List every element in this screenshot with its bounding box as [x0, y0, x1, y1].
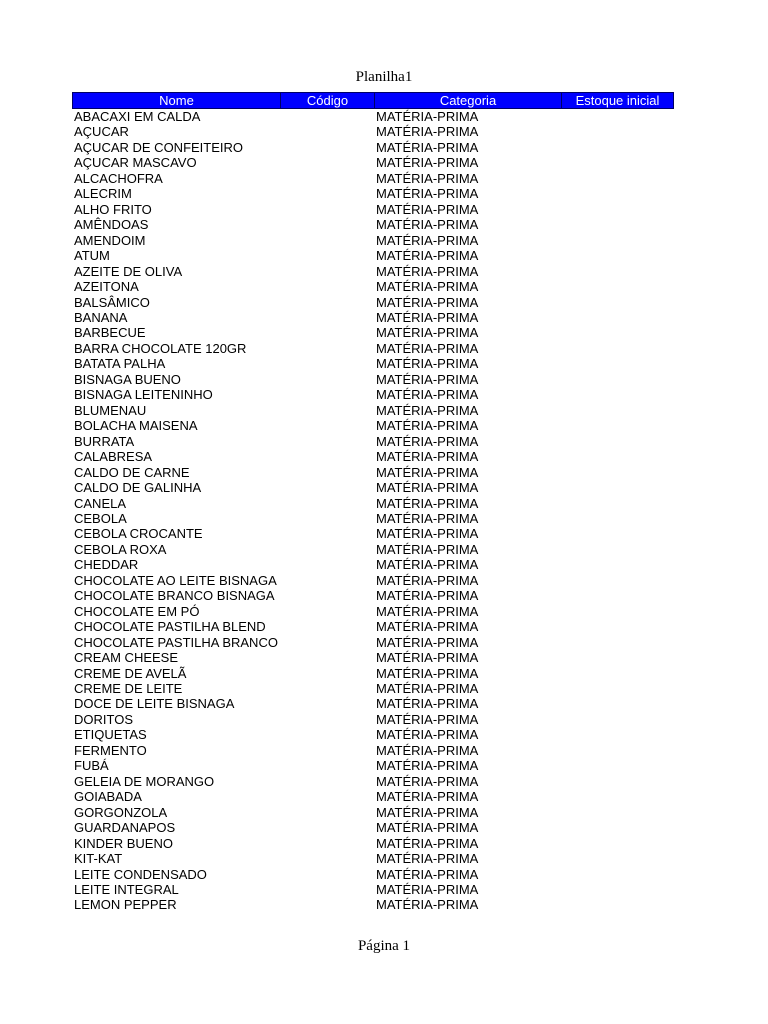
cell-category: MATÉRIA-PRIMA: [376, 603, 479, 619]
cell-name: CANELA: [74, 495, 127, 511]
cell-stock: [561, 712, 674, 727]
cell-stock: [561, 774, 674, 789]
cell-stock: [561, 341, 674, 356]
cell-stock: [561, 310, 674, 325]
cell-name: LEITE CONDENSADO: [74, 866, 207, 882]
table-row: [72, 851, 674, 866]
cell-name: CREME DE LEITE: [74, 681, 183, 697]
cell-name: AÇUCAR DE CONFEITEIRO: [74, 139, 244, 155]
cell-category: MATÉRIA-PRIMA: [376, 124, 479, 140]
cell-category: MATÉRIA-PRIMA: [376, 510, 479, 526]
table-row: [72, 696, 674, 711]
table-row: [72, 124, 674, 139]
cell-code: [280, 124, 374, 139]
table-row: [72, 279, 674, 294]
cell-code: [280, 897, 374, 912]
cell-stock: [561, 789, 674, 804]
cell-category: MATÉRIA-PRIMA: [376, 665, 479, 681]
cell-stock: [561, 372, 674, 387]
cell-category: MATÉRIA-PRIMA: [376, 371, 479, 387]
cell-code: [280, 310, 374, 325]
cell-stock: [561, 186, 674, 201]
cell-category: MATÉRIA-PRIMA: [376, 480, 479, 496]
cell-name: AMENDOIM: [74, 232, 146, 248]
cell-code: [280, 434, 374, 449]
cell-code: [280, 635, 374, 650]
cell-stock: [561, 202, 674, 217]
table-row: [72, 186, 674, 201]
cell-name: GELEIA DE MORANGO: [74, 773, 215, 789]
cell-code: [280, 820, 374, 835]
cell-stock: [561, 403, 674, 418]
cell-category: MATÉRIA-PRIMA: [376, 897, 479, 913]
cell-stock: [561, 681, 674, 696]
cell-stock: [561, 217, 674, 232]
cell-category: MATÉRIA-PRIMA: [376, 325, 479, 341]
cell-stock: [561, 820, 674, 835]
cell-code: [280, 496, 374, 511]
cell-category: MATÉRIA-PRIMA: [376, 681, 479, 697]
cell-name: BLUMENAU: [74, 402, 147, 418]
cell-name: CHOCOLATE PASTILHA BLEND: [74, 619, 266, 635]
cell-category: MATÉRIA-PRIMA: [376, 727, 479, 743]
cell-code: [280, 387, 374, 402]
cell-stock: [561, 264, 674, 279]
cell-code: [280, 542, 374, 557]
cell-category: MATÉRIA-PRIMA: [376, 449, 479, 465]
cell-name: GORGONZOLA: [74, 804, 168, 820]
table-row: [72, 465, 674, 480]
cell-name: BALSÂMICO: [74, 294, 150, 310]
cell-name: ATUM: [74, 248, 110, 264]
cell-code: [280, 696, 374, 711]
table-row: [72, 480, 674, 495]
cell-name: FERMENTO: [74, 742, 147, 758]
cell-code: [280, 789, 374, 804]
cell-category: MATÉRIA-PRIMA: [376, 758, 479, 774]
cell-category: MATÉRIA-PRIMA: [376, 340, 479, 356]
cell-stock: [561, 897, 674, 912]
cell-code: [280, 403, 374, 418]
sheet-title: Planilha1: [355, 69, 413, 85]
table-row: [72, 372, 674, 387]
cell-name: CALDO DE GALINHA: [74, 480, 202, 496]
cell-name: CHEDDAR: [74, 557, 139, 573]
cell-stock: [561, 171, 674, 186]
page-footer: Página 1: [357, 938, 411, 954]
cell-code: [280, 155, 374, 170]
cell-name: LEMON PEPPER: [74, 897, 177, 913]
cell-category: MATÉRIA-PRIMA: [376, 711, 479, 727]
cell-name: BARBECUE: [74, 325, 146, 341]
table-row: [72, 418, 674, 433]
cell-name: CHOCOLATE EM PÓ: [74, 603, 200, 619]
cell-name: CHOCOLATE BRANCO BISNAGA: [74, 588, 275, 604]
cell-stock: [561, 387, 674, 402]
cell-stock: [561, 279, 674, 294]
cell-category: MATÉRIA-PRIMA: [376, 742, 479, 758]
table-row: [72, 681, 674, 696]
cell-stock: [561, 573, 674, 588]
cell-category: MATÉRIA-PRIMA: [376, 851, 479, 867]
table-row: [72, 356, 674, 371]
cell-code: [280, 805, 374, 820]
table-row: [72, 449, 674, 464]
cell-stock: [561, 233, 674, 248]
cell-category: MATÉRIA-PRIMA: [376, 495, 479, 511]
cell-stock: [561, 526, 674, 541]
cell-category: MATÉRIA-PRIMA: [376, 541, 479, 557]
cell-code: [280, 418, 374, 433]
cell-category: MATÉRIA-PRIMA: [376, 572, 479, 588]
cell-stock: [561, 758, 674, 773]
cell-code: [280, 758, 374, 773]
cell-name: BATATA PALHA: [74, 356, 166, 372]
cell-name: ALHO FRITO: [74, 201, 152, 217]
table-row: [72, 526, 674, 541]
cell-name: BURRATA: [74, 433, 135, 449]
cell-name: GOIABADA: [74, 789, 142, 805]
table-header: [72, 92, 674, 109]
cell-category: MATÉRIA-PRIMA: [376, 804, 479, 820]
cell-name: ABACAXI EM CALDA: [74, 109, 201, 124]
cell-name: AÇUCAR MASCAVO: [74, 155, 197, 171]
cell-category: MATÉRIA-PRIMA: [376, 696, 479, 712]
cell-code: [280, 217, 374, 232]
cell-code: [280, 619, 374, 634]
cell-category: MATÉRIA-PRIMA: [376, 294, 479, 310]
cell-stock: [561, 666, 674, 681]
table-row: [72, 109, 674, 124]
table-row: [72, 820, 674, 835]
cell-stock: [561, 882, 674, 897]
cell-category: MATÉRIA-PRIMA: [376, 820, 479, 836]
cell-stock: [561, 248, 674, 263]
table-row: [72, 836, 674, 851]
cell-stock: [561, 155, 674, 170]
cell-category: MATÉRIA-PRIMA: [376, 263, 479, 279]
cell-name: LEITE INTEGRAL: [74, 882, 179, 897]
cell-code: [280, 325, 374, 340]
cell-code: [280, 851, 374, 866]
cell-category: MATÉRIA-PRIMA: [376, 650, 479, 666]
cell-code: [280, 573, 374, 588]
table-row: [72, 727, 674, 742]
cell-code: [280, 650, 374, 665]
table-row: [72, 650, 674, 665]
cell-name: KINDER BUENO: [74, 835, 173, 851]
table-row: [72, 264, 674, 279]
cell-code: [280, 264, 374, 279]
cell-stock: [561, 727, 674, 742]
cell-code: [280, 356, 374, 371]
cell-category: MATÉRIA-PRIMA: [376, 170, 479, 186]
cell-category: MATÉRIA-PRIMA: [376, 526, 479, 542]
table-row: [72, 573, 674, 588]
cell-code: [280, 526, 374, 541]
table-row: [72, 867, 674, 882]
cell-category: MATÉRIA-PRIMA: [376, 248, 479, 264]
cell-name: AÇUCAR: [74, 124, 129, 140]
table-row: [72, 233, 674, 248]
cell-category: MATÉRIA-PRIMA: [376, 773, 479, 789]
cell-name: ETIQUETAS: [74, 727, 147, 743]
table-row: [72, 248, 674, 263]
cell-name: CEBOLA: [74, 510, 127, 526]
cell-name: AZEITE DE OLIVA: [74, 263, 183, 279]
cell-name: FUBÁ: [74, 758, 109, 774]
cell-name: CREAM CHEESE: [74, 650, 179, 666]
cell-category: MATÉRIA-PRIMA: [376, 232, 479, 248]
cell-code: [280, 140, 374, 155]
table-row: [72, 604, 674, 619]
cell-name: BARRA CHOCOLATE 120GR: [74, 340, 247, 356]
table-row: [72, 743, 674, 758]
cell-code: [280, 882, 374, 897]
cell-stock: [561, 295, 674, 310]
cell-stock: [561, 480, 674, 495]
cell-stock: [561, 511, 674, 526]
cell-stock: [561, 356, 674, 371]
table-row: [72, 496, 674, 511]
table-body: [72, 109, 674, 915]
cell-code: [280, 295, 374, 310]
table-row: [72, 387, 674, 402]
cell-name: CEBOLA CROCANTE: [74, 526, 203, 542]
table-row: [72, 712, 674, 727]
cell-code: [280, 666, 374, 681]
cell-code: [280, 202, 374, 217]
cell-name: BISNAGA BUENO: [74, 371, 181, 387]
table-row: [72, 805, 674, 820]
cell-stock: [561, 140, 674, 155]
cell-code: [280, 557, 374, 572]
cell-name: BOLACHA MAISENA: [74, 418, 198, 434]
cell-category: MATÉRIA-PRIMA: [376, 387, 479, 403]
cell-code: [280, 372, 374, 387]
cell-stock: [561, 635, 674, 650]
cell-code: [280, 727, 374, 742]
cell-stock: [561, 604, 674, 619]
table-row: [72, 882, 674, 897]
cell-name: CHOCOLATE AO LEITE BISNAGA: [74, 572, 277, 588]
cell-stock: [561, 743, 674, 758]
cell-stock: [561, 867, 674, 882]
cell-code: [280, 588, 374, 603]
cell-category: MATÉRIA-PRIMA: [376, 464, 479, 480]
table-row: [72, 403, 674, 418]
cell-category: MATÉRIA-PRIMA: [376, 155, 479, 171]
column-header-name: Nome: [73, 93, 281, 108]
cell-stock: [561, 542, 674, 557]
cell-name: KIT-KAT: [74, 851, 123, 867]
cell-category: MATÉRIA-PRIMA: [376, 433, 479, 449]
cell-name: AMÊNDOAS: [74, 217, 149, 233]
cell-name: DORITOS: [74, 711, 133, 727]
cell-code: [280, 279, 374, 294]
cell-code: [280, 465, 374, 480]
cell-name: CHOCOLATE PASTILHA BRANCO: [74, 634, 278, 650]
cell-stock: [561, 109, 674, 124]
cell-code: [280, 480, 374, 495]
cell-category: MATÉRIA-PRIMA: [376, 279, 479, 295]
table-row: [72, 758, 674, 773]
cell-category: MATÉRIA-PRIMA: [376, 789, 479, 805]
table-row: [72, 295, 674, 310]
table-row: [72, 341, 674, 356]
table-row: [72, 140, 674, 155]
cell-code: [280, 511, 374, 526]
cell-category: MATÉRIA-PRIMA: [376, 634, 479, 650]
cell-category: MATÉRIA-PRIMA: [376, 882, 479, 897]
cell-code: [280, 712, 374, 727]
table-row: [72, 434, 674, 449]
table-row: [72, 325, 674, 340]
column-header-category: Categoria: [375, 93, 562, 108]
cell-name: ALECRIM: [74, 186, 132, 202]
cell-stock: [561, 449, 674, 464]
cell-name: DOCE DE LEITE BISNAGA: [74, 696, 235, 712]
cell-name: BISNAGA LEITENINHO: [74, 387, 213, 403]
cell-code: [280, 171, 374, 186]
cell-category: MATÉRIA-PRIMA: [376, 356, 479, 372]
table-row: [72, 511, 674, 526]
cell-code: [280, 743, 374, 758]
cell-stock: [561, 434, 674, 449]
cell-category: MATÉRIA-PRIMA: [376, 186, 479, 202]
cell-category: MATÉRIA-PRIMA: [376, 866, 479, 882]
cell-stock: [561, 805, 674, 820]
table-row: [72, 202, 674, 217]
table-row: [72, 635, 674, 650]
cell-name: BANANA: [74, 309, 128, 325]
cell-category: MATÉRIA-PRIMA: [376, 309, 479, 325]
cell-category: MATÉRIA-PRIMA: [376, 109, 479, 124]
cell-stock: [561, 496, 674, 511]
cell-code: [280, 867, 374, 882]
cell-code: [280, 681, 374, 696]
cell-category: MATÉRIA-PRIMA: [376, 588, 479, 604]
cell-stock: [561, 588, 674, 603]
cell-category: MATÉRIA-PRIMA: [376, 402, 479, 418]
cell-category: MATÉRIA-PRIMA: [376, 418, 479, 434]
cell-stock: [561, 124, 674, 139]
table-row: [72, 155, 674, 170]
cell-stock: [561, 418, 674, 433]
table-row: [72, 619, 674, 634]
cell-code: [280, 836, 374, 851]
cell-name: CREME DE AVELÃ: [74, 665, 187, 681]
cell-stock: [561, 557, 674, 572]
cell-name: CALABRESA: [74, 449, 153, 465]
cell-code: [280, 449, 374, 464]
cell-name: CEBOLA ROXA: [74, 541, 167, 557]
table-row: [72, 310, 674, 325]
cell-stock: [561, 851, 674, 866]
table-row: [72, 171, 674, 186]
cell-code: [280, 341, 374, 356]
cell-stock: [561, 696, 674, 711]
column-header-stock: Estoque inicial: [575, 93, 660, 108]
cell-code: [280, 186, 374, 201]
cell-category: MATÉRIA-PRIMA: [376, 201, 479, 217]
table-row: [72, 557, 674, 572]
cell-category: MATÉRIA-PRIMA: [376, 139, 479, 155]
cell-name: GUARDANAPOS: [74, 820, 176, 836]
cell-name: ALCACHOFRA: [74, 170, 163, 186]
table-row: [72, 217, 674, 232]
table-row: [72, 774, 674, 789]
table-row: [72, 789, 674, 804]
table-row: [72, 666, 674, 681]
cell-name: AZEITONA: [74, 279, 139, 295]
cell-name: CALDO DE CARNE: [74, 464, 190, 480]
cell-stock: [561, 325, 674, 340]
cell-code: [280, 233, 374, 248]
column-header-code: Código: [281, 93, 375, 108]
cell-category: MATÉRIA-PRIMA: [376, 557, 479, 573]
table-row: [72, 542, 674, 557]
cell-code: [280, 774, 374, 789]
cell-code: [280, 248, 374, 263]
cell-category: MATÉRIA-PRIMA: [376, 217, 479, 233]
cell-code: [280, 604, 374, 619]
cell-category: MATÉRIA-PRIMA: [376, 835, 479, 851]
cell-code: [280, 109, 374, 124]
table-row: [72, 897, 674, 912]
cell-stock: [561, 836, 674, 851]
table-row: [72, 588, 674, 603]
cell-stock: [561, 650, 674, 665]
cell-stock: [561, 465, 674, 480]
cell-stock: [561, 619, 674, 634]
cell-category: MATÉRIA-PRIMA: [376, 619, 479, 635]
